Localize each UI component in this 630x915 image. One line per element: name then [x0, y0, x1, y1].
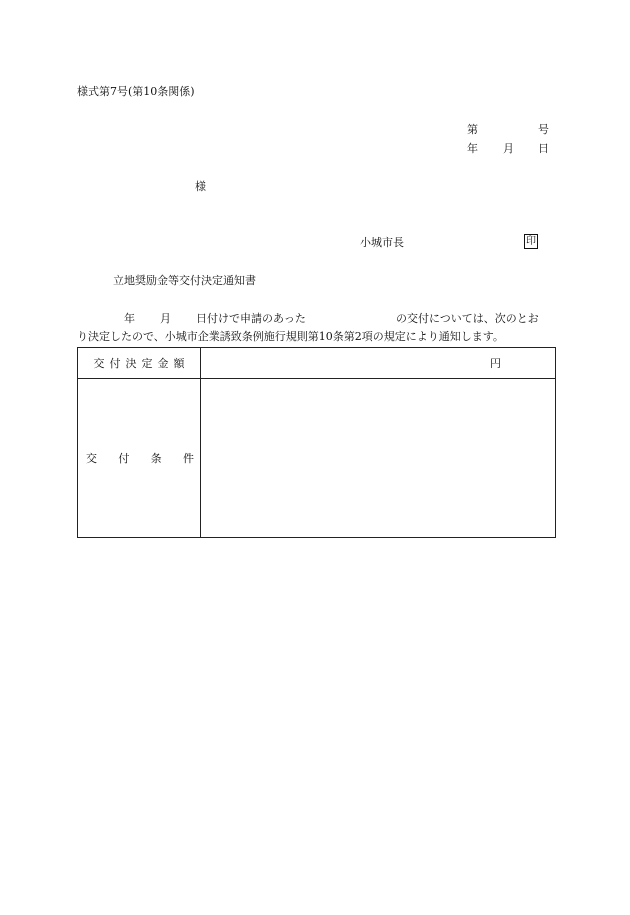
- conditions-label-char: 交: [86, 452, 97, 465]
- date-month: 月: [503, 142, 514, 155]
- document-number-suffix: 号: [538, 123, 549, 136]
- date-day: 日: [538, 142, 549, 155]
- body-text-grant: の交付については、次のとお: [396, 312, 539, 325]
- date-year: 年: [467, 142, 478, 155]
- addressee-suffix: 様: [195, 180, 206, 193]
- amount-label-cell: 交付決定金額: [93, 357, 190, 370]
- grant-decision-table: [77, 347, 556, 538]
- form-number-label: 様式第7号(第10条関係): [77, 85, 195, 98]
- conditions-label-char: 条: [150, 452, 162, 465]
- conditions-label-char: 付: [118, 452, 130, 465]
- seal-stamp: 印: [526, 236, 536, 247]
- conditions-label-char: 件: [182, 452, 194, 465]
- document-number-prefix: 第: [467, 123, 478, 136]
- issuer-name: 小城市長: [360, 236, 404, 249]
- body-text-line2: り決定したので、小城市企業誘致条例施行規則第10条第2項の規定により通知します。: [77, 330, 504, 343]
- table-column-divider: [200, 348, 201, 537]
- body-text-application: 日付けで申請のあった: [196, 312, 306, 325]
- body-year: 年: [124, 312, 135, 325]
- amount-unit: 円: [490, 357, 501, 370]
- conditions-label-cell: [78, 379, 200, 537]
- document-title: 立地奨励金等交付決定通知書: [113, 274, 256, 287]
- body-month: 月: [160, 312, 171, 325]
